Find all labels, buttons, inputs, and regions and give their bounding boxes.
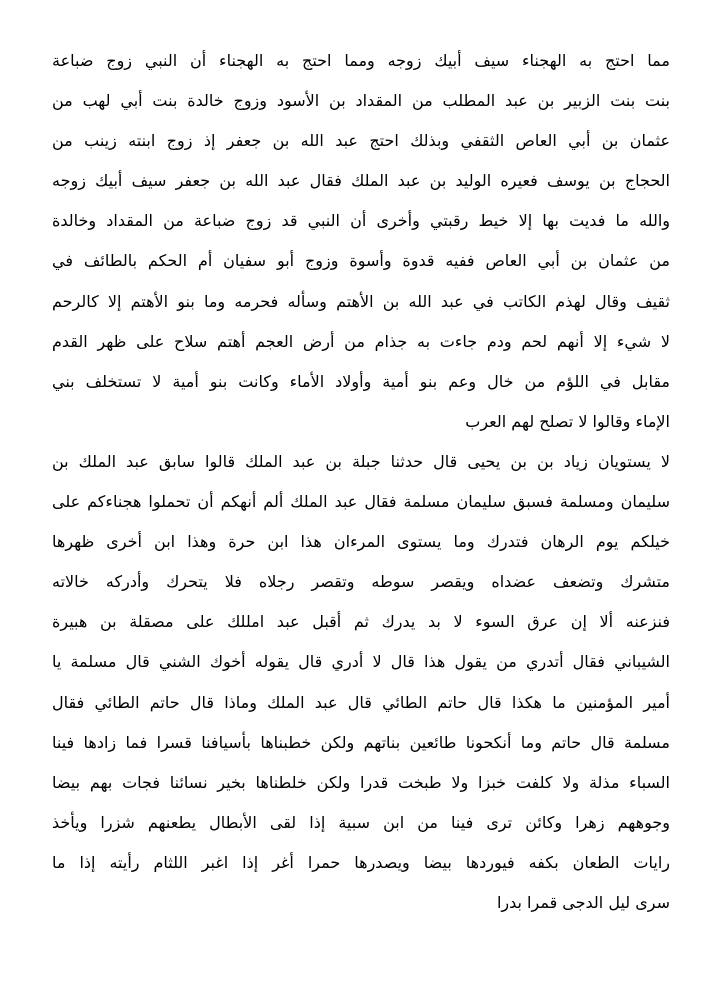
text-line: مسلمة قال حاتم وما أنكحونا طائعين بناتهم ولكن خطبناها بأسيافنا قسرا فما زادها فينا	[52, 732, 670, 752]
text-line: لا يستويان زياد بن بن يحيى قال حدثنا جبلة بن عبد الملك قالوا سابق عبد الملك بن	[52, 452, 670, 471]
text-line: مقابل في اللؤم من خال وعم بنو أمية وأولاد الأماء وكانت بنو أمية لا تستخلف بني	[52, 371, 670, 391]
text-line: خيلكم يوم الرهان فتدرك وما يستوى المرءان هذا ابن حرة وهذا ابن أخرى ظهرها	[52, 532, 670, 552]
text-line: سليمان ومسلمة فسبق سليمان مسلمة فقال عبد الملك ألم أنهكم أن تحملوا هجناءكم على	[52, 492, 670, 512]
paragraph-1	[52, 47, 670, 448]
text-line: مما احتج به الهجناء سيف أبيك زوجه ومما احتج به الهجناء أن النبي زوج ضباعة	[52, 51, 670, 70]
text-line: بنت بنت الزبير بن عبد المطلب من المقداد بن الأسود وزوج خالدة بنت أبي لهب من	[52, 91, 670, 111]
text-line: لا شيء إلا أنهم لحم ودم جاءت به جذام من أرض العجم أهتم سلاح على ظهر القدم	[52, 331, 670, 351]
text-line: أمير المؤمنين ما هكذا قال حاتم الطائي قال عبد الملك وماذا قال حاتم الطائي فقال	[52, 692, 670, 712]
text-line: سرى ليل الدجى قمرا بدرا	[496, 893, 670, 913]
text-line: وجوههم زهرا وكائن ترى فينا من ابن سبية إذا لقى الأبطال يطعنهم شزرا ويأخذ	[52, 812, 670, 832]
paragraph-2	[52, 448, 670, 929]
text-line: والله ما فديت بها إلا خيط رقبتي وأخرى أن النبي قد زوج ضباعة من المقداد وخالدة	[52, 211, 670, 231]
text-line: الحجاج بن يوسف فعيره الوليد بن عبد الملك فقال عبد الله بن جعفر سيف أبيك زوجه	[52, 171, 670, 191]
text-line: متشرك وتضعف عضداه ويقصر سوطه وتقصر رجلاه فلا يتحرك وأدركه خالاته	[52, 572, 670, 592]
text-line: الإماء وقالوا لا تصلح لهم العرب	[465, 411, 670, 431]
text-line: من عثمان بن أبي العاص ففيه قدوة وأسوة وزوج أبو سفيان أم الحكم بالطائف في	[52, 251, 670, 271]
text-line: رايات الطعان بكفه فيوردها بيضا ويصدرها حمرا أغر إذا اغبر اللثام رأيته إذا ما	[52, 852, 670, 872]
text-line: السباء مذلة ولا كلفت خبزا ولا طبخت قدرا ولكن خلطناها بخير نسائنا فجات بهم بيضا	[52, 772, 670, 792]
text-line: فنزعنه ألا إن عرق السوء لا بد يدرك ثم أقبل عبد امللك على مصقلة بن هبيرة	[52, 612, 670, 632]
text-line: ثقيف وقال لهذم الكاتب في عبد الله بن الأهتم وسأله فحرمه وما بنو الأهتم إلا كالرحم	[52, 291, 670, 311]
text-line: الشيباني فقال أتدري من يقول هذا قال لا أدري قال يقوله أخوك الشني قال مسلمة يا	[52, 652, 670, 672]
text-line: عثمان بن أبي العاص الثقفي وبذلك احتج عبد الله بن جعفر إذ زوج ابنته زينب من	[52, 131, 670, 151]
